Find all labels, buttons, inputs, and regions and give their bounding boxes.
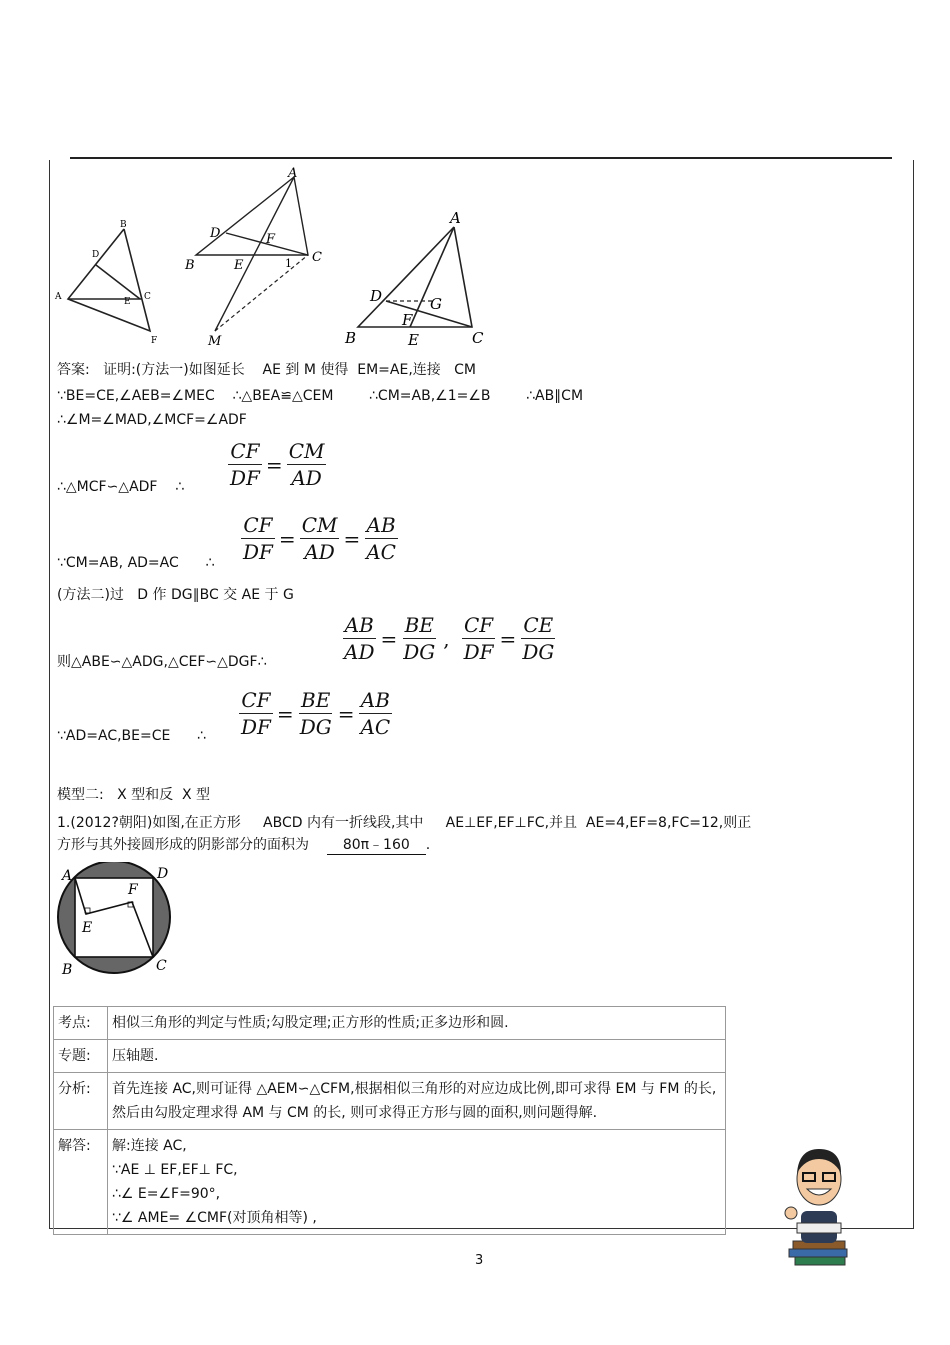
problem-line-2 [57, 836, 430, 855]
solution-line: ∵AE ⊥ EF,EF⊥ FC, [112, 1162, 238, 1178]
fig4-label-c: C [156, 958, 167, 974]
fig2-label-1: 1 [285, 257, 292, 270]
eq4-den-2: DG [299, 715, 332, 739]
eq3a-den-1: AD [344, 640, 375, 664]
answer-line-7: 则△ABE∽△ADG,△CEF∽△DGF∴ [57, 654, 267, 670]
eq3b-num-1: CF [463, 613, 494, 637]
fig3-label-c: C [472, 329, 484, 347]
fig2-label-e: E [234, 258, 244, 273]
page-number: 3 [475, 1253, 484, 1268]
model-two-heading: 模型二: X 型和反 X 型 [57, 787, 211, 803]
eq1-num-1: CF [230, 439, 260, 463]
equation-2: $\frac{CF}{DF}$ = $\frac{CM}{AD}$ = $\frac{AB}{AC}$ [243, 513, 396, 564]
eq1-num-2: CM [288, 439, 325, 463]
eq2-num-1: CF [243, 513, 273, 537]
eq1-den-1: DF [230, 466, 260, 490]
answer-line-1: 答案: 证明:(方法一)如图延长 AE 到 M 使得 EM=AE,连接 CM [57, 362, 476, 378]
solution-line: ∵∠ AME= ∠CMF(对顶角相等) , [112, 1210, 317, 1226]
answer-line-2: ∵BE=CE,∠AEB=∠MEC ∴△BEA≌△CEM ∴CM=AB,∠1=∠B ∴AB∥CM [57, 388, 584, 404]
eq3b-den-2: DG [522, 640, 555, 664]
problem-line-2-text: 方形与其外接圆形成的阴影部分的面积为 [57, 837, 309, 853]
fig3-label-a: A [450, 209, 461, 227]
teacher-mascot-image [783, 1143, 853, 1268]
info-value: 相似三角形的判定与性质;勾股定理;正方形的性质;正多边形和圆. [108, 1007, 726, 1040]
answer-line-3: ∴∠M=∠MAD,∠MCF=∠ADF [57, 412, 247, 428]
fig2-label-f: F [266, 232, 276, 247]
fig3-label-b: B [345, 329, 357, 347]
figure-triangle-extended [180, 163, 340, 348]
eq3b-num-2: CE [523, 613, 554, 637]
eq2-num-2: CM [301, 513, 338, 537]
solution-body [108, 1130, 726, 1235]
info-key: 专题: [54, 1040, 108, 1073]
fig4-label-b: B [62, 962, 73, 978]
info-key: 解答: [54, 1130, 108, 1235]
answer-line-8: ∵AD=AC,BE=CE ∴ [57, 728, 206, 744]
equation-4: $\frac{CF}{DF}$ = $\frac{BE}{DG}$ = $\frac{AB}{AC}$ [241, 688, 391, 739]
info-row-analysis [54, 1073, 726, 1130]
answer-line-5: ∵CM=AB, AD=AC ∴ [57, 555, 215, 571]
answer-blank: 80π﹣160 [327, 836, 426, 855]
figure-square-circle [52, 862, 177, 980]
header-rule [70, 157, 892, 159]
info-value: 压轴题. [108, 1040, 726, 1073]
fig1-label-b: B [120, 220, 127, 230]
eq4-den-3: AC [360, 715, 391, 739]
fig1-label-e: E [124, 297, 131, 307]
method-two: (方法二)过 D 作 DG∥BC 交 AE 于 G [57, 587, 294, 603]
eq3a-den-2: DG [403, 640, 436, 664]
figure-triangle-parallel [340, 205, 495, 350]
eq1-den-2: AD [291, 466, 322, 490]
info-row-solution [54, 1130, 726, 1235]
fig4-label-f: F [128, 882, 138, 898]
eq2-den-3: AC [366, 540, 396, 564]
fig2-label-c: C [312, 250, 322, 265]
fig4-label-d: D [157, 866, 169, 882]
eq4-den-1: DF [241, 715, 271, 739]
figure-triangle-small [52, 215, 167, 345]
fig1-label-c: C [144, 292, 151, 302]
fig1-label-f: F [151, 336, 158, 345]
solution-line: ∴∠ E=∠F=90°, [112, 1186, 221, 1202]
solution-line: 解:连接 AC, [112, 1138, 187, 1154]
eq3b-den-1: DF [463, 640, 494, 664]
fig1-label-a: A [55, 292, 62, 302]
eq4-num-2: BE [301, 688, 331, 712]
eq2-num-3: AB [366, 513, 396, 537]
fig4-label-e: E [82, 920, 93, 936]
fig2-label-b: B [185, 258, 195, 273]
fig1-label-d: D [92, 250, 100, 260]
fig4-label-a: A [62, 868, 73, 884]
info-key: 考点: [54, 1007, 108, 1040]
fig2-label-d: D [210, 226, 221, 241]
fig3-label-d: D [370, 287, 383, 305]
eq3a-num-1: AB [344, 613, 374, 637]
fig2-label-a: A [288, 166, 298, 181]
info-row-topic [54, 1007, 726, 1040]
info-value: 首先连接 AC,则可证得 △AEM∽△CFM,根据相似三角形的对应边成比例,即可求得 EM 与 FM 的长,然后由勾股定理求得 AM 与 CM 的长, 则可求得正方形与圆的面积,则问题得解. [108, 1073, 726, 1130]
info-table [53, 1006, 726, 1235]
eq4-num-1: CF [241, 688, 271, 712]
eq3a-num-2: BE [404, 613, 434, 637]
fig3-label-e: E [408, 331, 419, 349]
problem-line-1: 1.(2012?朝阳)如图,在正方形 ABCD 内有一折线段,其中 AE⊥EF,EF⊥FC,并且 AE=4,EF=8,FC=12,则正 [57, 815, 752, 831]
eq2-den-2: AD [304, 540, 335, 564]
eq4-num-3: AB [360, 688, 390, 712]
info-key: 分析: [54, 1073, 108, 1130]
eq2-den-1: DF [243, 540, 273, 564]
equation-3: $\frac{AB}{AD}$ = $\frac{BE}{DG}$ , $\frac{CF}{DF}$ = $\frac{CE}{DG}$ [344, 613, 555, 664]
answer-line-4: ∴△MCF∽△ADF ∴ [57, 479, 185, 495]
fig3-label-f: F [402, 311, 413, 329]
equation-1: $\frac{CF}{DF}$ = $\frac{CM}{AD}$ [230, 439, 325, 490]
fig2-label-m: M [208, 334, 222, 348]
problem-period: . [425, 837, 431, 853]
info-row-special [54, 1040, 726, 1073]
fig3-label-g: G [430, 295, 442, 313]
